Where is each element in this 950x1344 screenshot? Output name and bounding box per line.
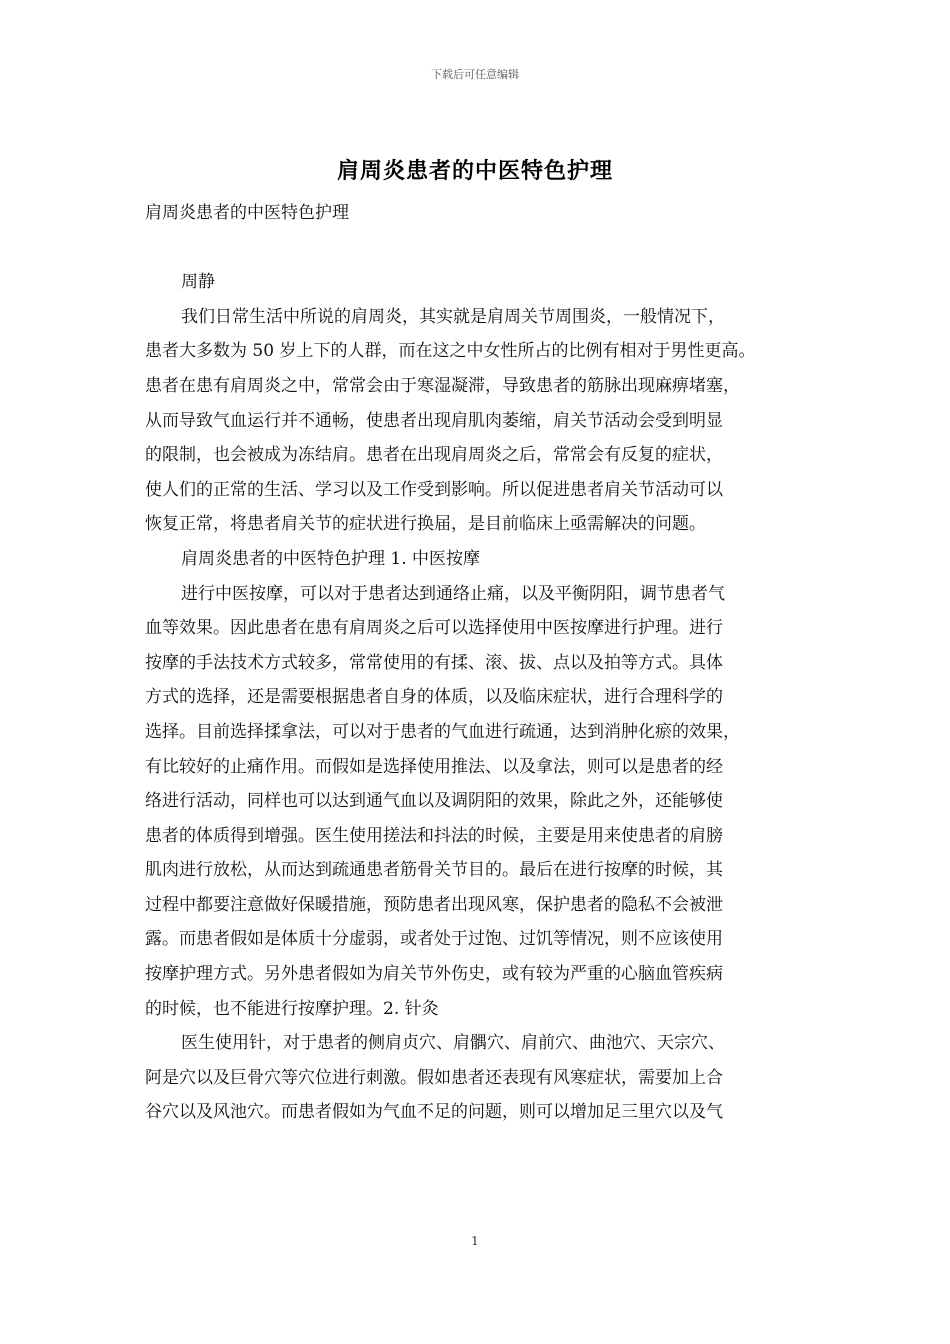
paragraph-line: 有比较好的止痛作用。而假如是选择使用推法、以及拿法，则可以是患者的经 [145, 756, 723, 777]
paragraph-line: 肌肉进行放松，从而达到疏通患者筋骨关节目的。最后在进行按摩的时候，其 [145, 860, 723, 881]
paragraph-line: 方式的选择，还是需要根据患者自身的体质，以及临床症状，进行合理科学的 [145, 687, 723, 708]
paragraph-line: 按摩护理方式。另外患者假如为肩关节外伤史，或有较为严重的心脑血管疾病 [145, 964, 723, 985]
paragraph-line: 患者大多数为 50 岁上下的人群，而在这之中女性所占的比例有相对于男性更高。 [145, 341, 756, 362]
paragraph-line: 血等效果。因此患者在患有肩周炎之后可以选择使用中医按摩进行护理。进行 [145, 618, 723, 639]
paragraph-line: 阿是穴以及巨骨穴等穴位进行刺激。假如患者还表现有风寒症状，需要加上合 [145, 1067, 723, 1088]
paragraph-line: 患者在患有肩周炎之中，常常会由于寒湿凝滞，导致患者的筋脉出现麻痹堵塞， [145, 375, 740, 396]
paragraph-line: 使人们的正常的生活、学习以及工作受到影响。所以促进患者肩关节活动可以 [145, 479, 723, 500]
paragraph-line: 患者的体质得到增强。医生使用搓法和抖法的时候，主要是用来使患者的肩膀 [145, 825, 723, 846]
paragraph-line: 露。而患者假如是体质十分虚弱，或者处于过饱、过饥等情况，则不应该使用 [145, 929, 723, 950]
blank-line [145, 231, 809, 266]
paragraph-line: 进行中医按摩，可以对于患者达到通络止痛，以及平衡阴阳，调节患者气 [181, 583, 725, 604]
paragraph-line: 恢复正常，将患者肩关节的症状进行换届，是目前临床上亟需解决的问题。 [145, 514, 706, 535]
paragraph-line: 的时候，也不能进行按摩护理。2. 针灸 [145, 998, 439, 1019]
paragraph-line: 按摩的手法技术方式较多，常常使用的有揉、滚、拔、点以及拍等方式。具体 [145, 652, 723, 673]
paragraph-line: 的限制，也会被成为冻结肩。患者在出现肩周炎之后，常常会有反复的症状， [145, 445, 723, 466]
paragraph-line: 从而导致气血运行并不通畅，使患者出现肩肌肉萎缩，肩关节活动会受到明显 [145, 410, 723, 431]
paragraph-line: 我们日常生活中所说的肩周炎，其实就是肩周关节周围炎，一般情况下， [181, 306, 725, 327]
author-line: 周静 [181, 272, 215, 293]
paragraph-line: 络进行活动，同样也可以达到通气血以及调阴阳的效果，除此之外，还能够使 [145, 791, 723, 812]
paragraph-line: 谷穴以及风池穴。而患者假如为气血不足的问题，则可以增加足三里穴以及气 [145, 1102, 723, 1123]
paragraph-line: 选择。目前选择揉拿法，可以对于患者的气血进行疏通，达到消肿化瘀的效果， [145, 721, 740, 742]
document-body [145, 196, 809, 1130]
page-number: 1 [471, 1234, 479, 1248]
paragraph-line: 过程中都要注意做好保暖措施，预防患者出现风寒，保护患者的隐私不会被泄 [145, 894, 723, 915]
paragraph-line: 医生使用针，对于患者的侧肩贞穴、肩髃穴、肩前穴、曲池穴、天宗穴、 [181, 1033, 725, 1054]
header-note: 下载后可任意编辑 [431, 68, 519, 81]
section-heading-line: 肩周炎患者的中医特色护理 1. 中医按摩 [181, 548, 481, 569]
subtitle-line: 肩周炎患者的中医特色护理 [145, 203, 349, 223]
document-title: 肩周炎患者的中医特色护理 [336, 159, 613, 184]
